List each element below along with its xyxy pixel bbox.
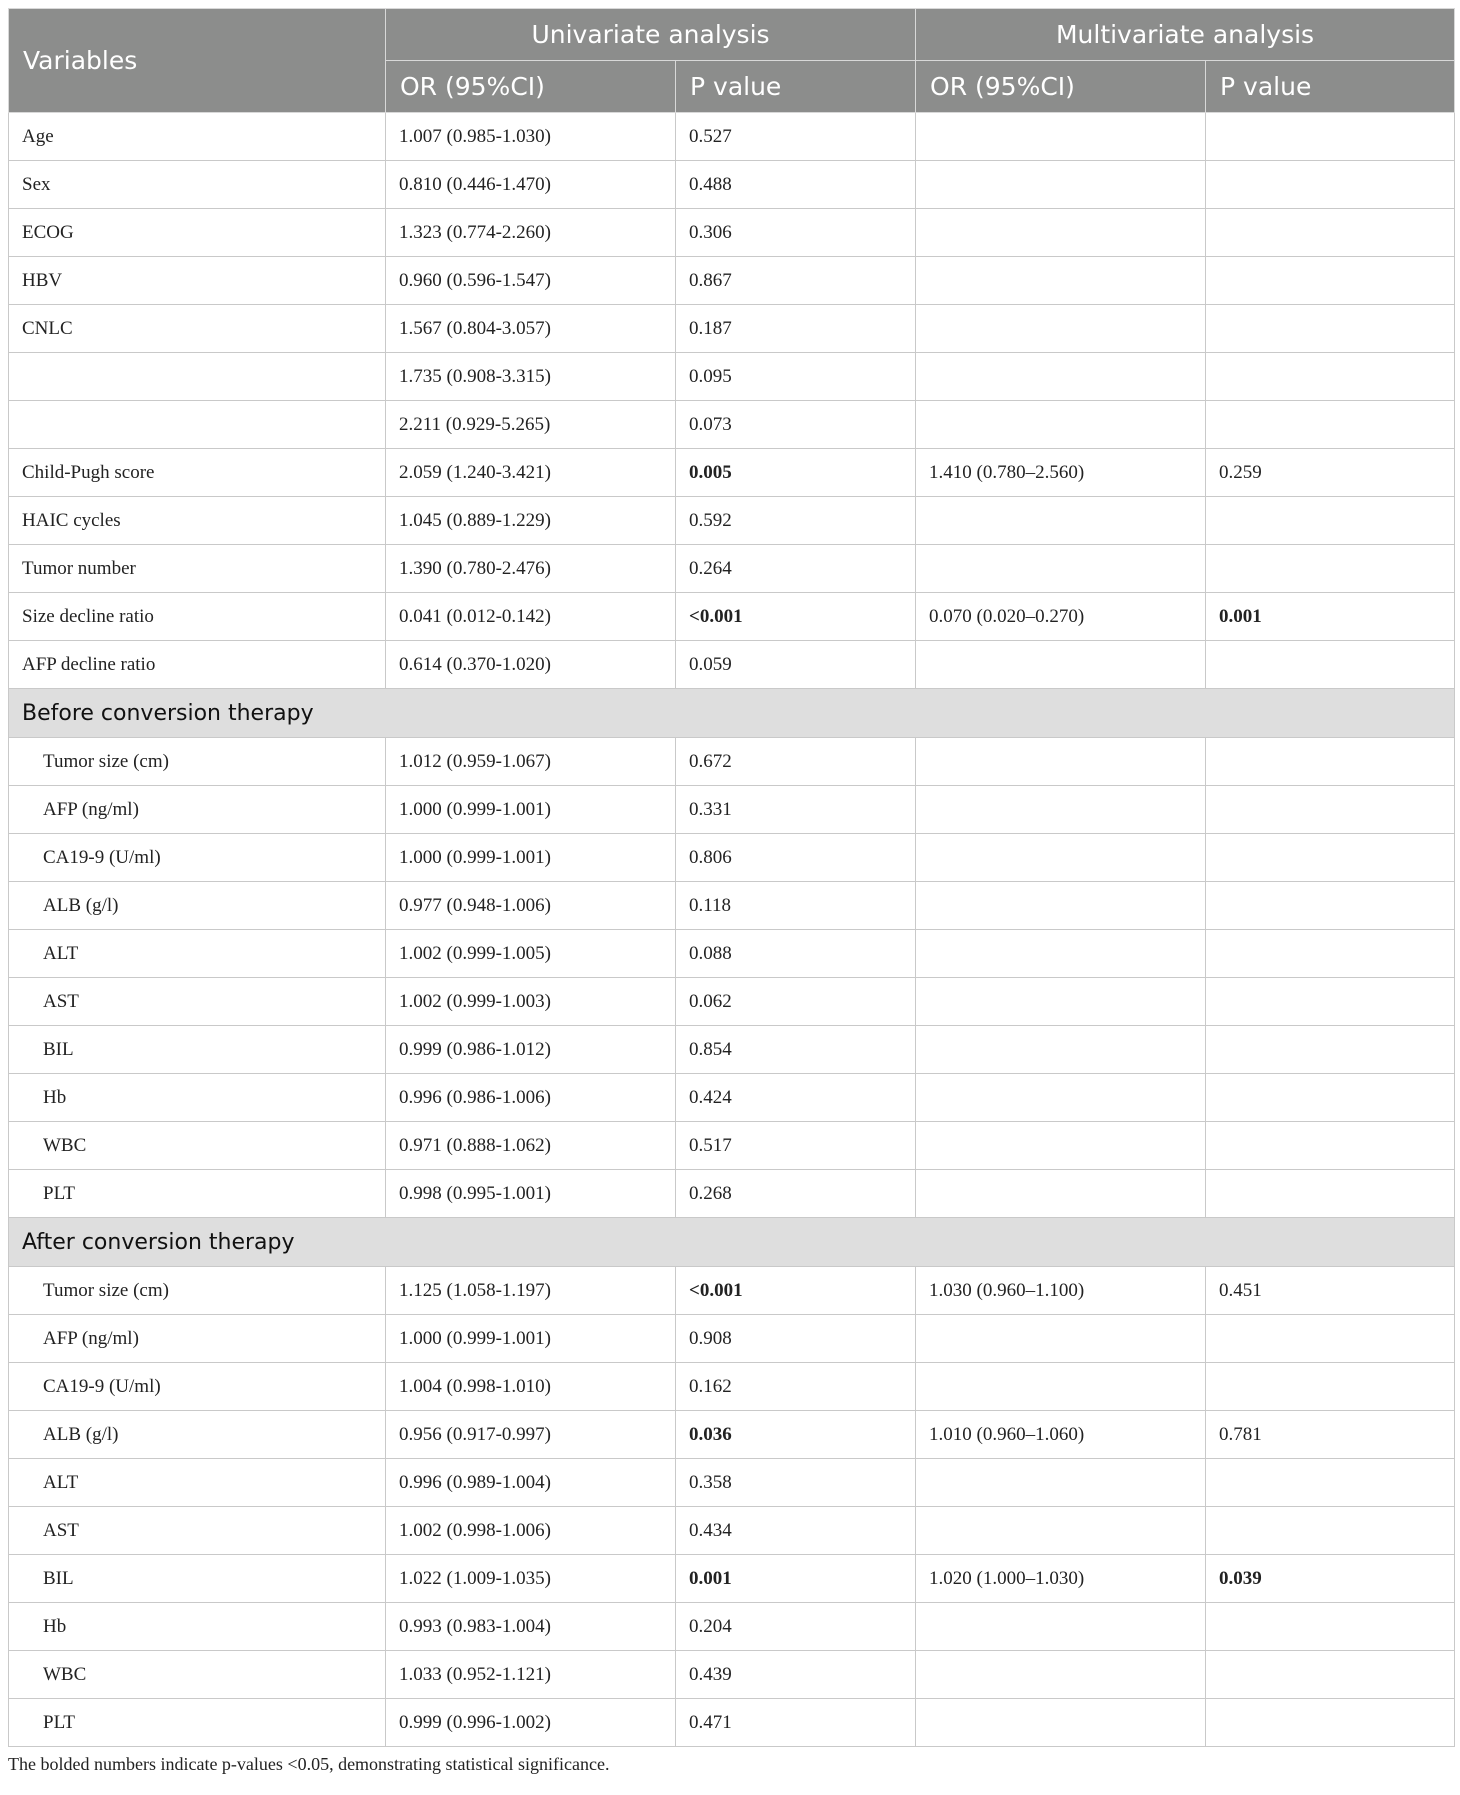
variable-cell: CA19-9 (U/ml): [9, 1363, 386, 1411]
multi-p-cell: [1206, 738, 1455, 786]
section-after-conversion: [9, 1218, 1455, 1267]
table-row: [9, 786, 1455, 834]
multi-or-cell: [916, 545, 1206, 593]
multi-or-cell: 1.010 (0.960–1.060): [916, 1411, 1206, 1459]
multi-p-cell: [1206, 1074, 1455, 1122]
table-row: [9, 1411, 1455, 1459]
uni-or-cell: 0.956 (0.917-0.997): [386, 1411, 676, 1459]
table-row: [9, 305, 1455, 353]
uni-p-cell: 0.527: [676, 113, 916, 161]
table-row: [9, 1363, 1455, 1411]
variable-cell: WBC: [9, 1122, 386, 1170]
table-row: [9, 113, 1455, 161]
uni-or-cell: 0.996 (0.989-1.004): [386, 1459, 676, 1507]
uni-or-cell: 0.041 (0.012-0.142): [386, 593, 676, 641]
multi-p-cell: [1206, 834, 1455, 882]
multi-p-cell: [1206, 545, 1455, 593]
multi-p-cell: [1206, 209, 1455, 257]
variable-cell: Sex: [9, 161, 386, 209]
uni-p-cell: 0.088: [676, 930, 916, 978]
variable-cell: Tumor size (cm): [9, 1267, 386, 1315]
multi-p-cell: [1206, 113, 1455, 161]
multi-p-cell: 0.781: [1206, 1411, 1455, 1459]
table-row: [9, 1122, 1455, 1170]
header-univariate: Univariate analysis: [386, 9, 916, 61]
header-multi-or: OR (95%CI): [916, 61, 1206, 113]
multi-or-cell: [916, 497, 1206, 545]
variable-cell: [9, 353, 386, 401]
uni-or-cell: 1.002 (0.999-1.005): [386, 930, 676, 978]
table-row: [9, 738, 1455, 786]
uni-p-cell: 0.118: [676, 882, 916, 930]
table-row: [9, 1459, 1455, 1507]
multi-or-cell: [916, 1074, 1206, 1122]
uni-or-cell: 0.810 (0.446-1.470): [386, 161, 676, 209]
regression-table: [8, 8, 1455, 1747]
table-row: [9, 1315, 1455, 1363]
uni-p-cell: [676, 1555, 916, 1603]
footnote: The bolded numbers indicate p-values <0.05, demonstrating statistical significance.: [8, 1754, 610, 1774]
table-row: [9, 930, 1455, 978]
uni-or-cell: 0.996 (0.986-1.006): [386, 1074, 676, 1122]
uni-or-cell: 0.998 (0.995-1.001): [386, 1170, 676, 1218]
table-row: [9, 1699, 1455, 1747]
multi-or-cell: [916, 738, 1206, 786]
table-row: [9, 1603, 1455, 1651]
section-after-conversion-title: After conversion therapy: [9, 1218, 1455, 1267]
multi-p-cell-bold: 0.001: [1219, 605, 1262, 627]
multi-p-cell: [1206, 1603, 1455, 1651]
multi-or-cell: [916, 786, 1206, 834]
table-row: [9, 209, 1455, 257]
uni-or-cell: 1.012 (0.959-1.067): [386, 738, 676, 786]
section-before-conversion-title: Before conversion therapy: [9, 689, 1455, 738]
multi-or-cell: [916, 1651, 1206, 1699]
multi-or-cell: 1.410 (0.780–2.560): [916, 449, 1206, 497]
multi-or-cell: [916, 161, 1206, 209]
variable-cell: AFP (ng/ml): [9, 786, 386, 834]
uni-p-cell: 0.358: [676, 1459, 916, 1507]
table-row: [9, 834, 1455, 882]
table-row: [9, 401, 1455, 449]
multi-p-cell: [1206, 1122, 1455, 1170]
uni-p-cell: 0.187: [676, 305, 916, 353]
uni-p-cell-bold: 0.005: [689, 461, 732, 483]
multi-or-cell: [916, 1122, 1206, 1170]
multi-or-cell: [916, 834, 1206, 882]
table-row: [9, 1170, 1455, 1218]
header-uni-p: P value: [676, 61, 916, 113]
variable-cell: Tumor number: [9, 545, 386, 593]
variable-cell: Hb: [9, 1603, 386, 1651]
uni-p-cell: 0.162: [676, 1363, 916, 1411]
multi-or-cell: 1.020 (1.000–1.030): [916, 1555, 1206, 1603]
variable-cell: AFP (ng/ml): [9, 1315, 386, 1363]
header-multi-p: P value: [1206, 61, 1455, 113]
multi-or-cell: 0.070 (0.020–0.270): [916, 593, 1206, 641]
uni-or-cell: 0.614 (0.370-1.020): [386, 641, 676, 689]
uni-or-cell: 1.000 (0.999-1.001): [386, 786, 676, 834]
uni-p-cell: 0.434: [676, 1507, 916, 1555]
multi-p-cell: [1206, 257, 1455, 305]
variable-cell: ECOG: [9, 209, 386, 257]
variable-cell: BIL: [9, 1026, 386, 1074]
multi-p-cell: [1206, 401, 1455, 449]
table-row: [9, 882, 1455, 930]
multi-or-cell: [916, 209, 1206, 257]
uni-p-cell-bold: 0.036: [689, 1423, 732, 1445]
uni-or-cell: 1.323 (0.774-2.260): [386, 209, 676, 257]
variable-cell: ALB (g/l): [9, 882, 386, 930]
multi-or-cell: [916, 113, 1206, 161]
variable-cell: ALB (g/l): [9, 1411, 386, 1459]
multi-or-cell: [916, 1363, 1206, 1411]
multi-p-cell: [1206, 161, 1455, 209]
uni-or-cell: 0.971 (0.888-1.062): [386, 1122, 676, 1170]
uni-p-cell: 0.059: [676, 641, 916, 689]
multi-p-cell: 0.259: [1206, 449, 1455, 497]
table-row: [9, 449, 1455, 497]
multi-p-cell: [1206, 1651, 1455, 1699]
multi-or-cell: [916, 353, 1206, 401]
uni-p-cell: 0.424: [676, 1074, 916, 1122]
multi-or-cell: [916, 882, 1206, 930]
variable-cell: CNLC: [9, 305, 386, 353]
uni-p-cell: 0.592: [676, 497, 916, 545]
variable-cell: Hb: [9, 1074, 386, 1122]
variable-cell: AFP decline ratio: [9, 641, 386, 689]
table-row: [9, 257, 1455, 305]
uni-or-cell: 1.007 (0.985-1.030): [386, 113, 676, 161]
table-row: [9, 1507, 1455, 1555]
section-before-conversion: [9, 689, 1455, 738]
uni-or-cell: 0.999 (0.986-1.012): [386, 1026, 676, 1074]
uni-p-cell: 0.062: [676, 978, 916, 1026]
header-uni-or: OR (95%CI): [386, 61, 676, 113]
variable-cell: Age: [9, 113, 386, 161]
uni-or-cell: 1.033 (0.952-1.121): [386, 1651, 676, 1699]
variable-cell: CA19-9 (U/ml): [9, 834, 386, 882]
uni-or-cell: 1.000 (0.999-1.001): [386, 1315, 676, 1363]
table-row: [9, 161, 1455, 209]
uni-or-cell: 0.977 (0.948-1.006): [386, 882, 676, 930]
multi-or-cell: [916, 401, 1206, 449]
multi-or-cell: [916, 1603, 1206, 1651]
multi-or-cell: [916, 1170, 1206, 1218]
uni-or-cell: 1.390 (0.780-2.476): [386, 545, 676, 593]
multi-p-cell: [1206, 786, 1455, 834]
uni-or-cell: 1.004 (0.998-1.010): [386, 1363, 676, 1411]
uni-p-cell: [676, 593, 916, 641]
variable-cell: BIL: [9, 1555, 386, 1603]
multi-p-cell: [1206, 1699, 1455, 1747]
multi-p-cell: 0.451: [1206, 1267, 1455, 1315]
variable-cell: Tumor size (cm): [9, 738, 386, 786]
multi-p-cell: [1206, 353, 1455, 401]
header-variables: Variables: [9, 9, 386, 113]
table-row: [9, 1026, 1455, 1074]
multi-p-cell-bold: 0.039: [1219, 1567, 1262, 1589]
variable-cell: AST: [9, 1507, 386, 1555]
table-row: [9, 1651, 1455, 1699]
table-row: [9, 1074, 1455, 1122]
uni-p-cell: 0.854: [676, 1026, 916, 1074]
multi-or-cell: [916, 305, 1206, 353]
multi-p-cell: [1206, 1555, 1455, 1603]
multi-or-cell: 1.030 (0.960–1.100): [916, 1267, 1206, 1315]
uni-p-cell-bold: <0.001: [689, 605, 743, 627]
header-multivariate: Multivariate analysis: [916, 9, 1455, 61]
multi-or-cell: [916, 641, 1206, 689]
variable-cell: ALT: [9, 930, 386, 978]
uni-p-cell: 0.908: [676, 1315, 916, 1363]
multi-p-cell: [1206, 305, 1455, 353]
uni-p-cell: 0.073: [676, 401, 916, 449]
variable-cell: PLT: [9, 1170, 386, 1218]
uni-or-cell: 1.567 (0.804-3.057): [386, 305, 676, 353]
multi-p-cell: [1206, 1026, 1455, 1074]
table-row: [9, 545, 1455, 593]
variable-cell: AST: [9, 978, 386, 1026]
uni-or-cell: 0.999 (0.996-1.002): [386, 1699, 676, 1747]
uni-p-cell: 0.306: [676, 209, 916, 257]
variable-cell: ALT: [9, 1459, 386, 1507]
uni-p-cell: 0.672: [676, 738, 916, 786]
uni-p-cell-bold: 0.001: [689, 1567, 732, 1589]
uni-or-cell: 1.002 (0.998-1.006): [386, 1507, 676, 1555]
uni-p-cell: [676, 449, 916, 497]
multi-or-cell: [916, 1699, 1206, 1747]
uni-or-cell: 1.002 (0.999-1.003): [386, 978, 676, 1026]
uni-or-cell: 1.022 (1.009-1.035): [386, 1555, 676, 1603]
table-body: [9, 113, 1455, 1747]
table-row: [9, 593, 1455, 641]
multi-p-cell: [1206, 1170, 1455, 1218]
variable-cell: HAIC cycles: [9, 497, 386, 545]
multi-or-cell: [916, 1315, 1206, 1363]
variable-cell: HBV: [9, 257, 386, 305]
table-row: [9, 978, 1455, 1026]
table-header: [9, 9, 1455, 113]
multi-or-cell: [916, 1026, 1206, 1074]
uni-p-cell: [676, 1267, 916, 1315]
uni-or-cell: 1.000 (0.999-1.001): [386, 834, 676, 882]
variable-cell: [9, 401, 386, 449]
uni-or-cell: 0.960 (0.596-1.547): [386, 257, 676, 305]
multi-p-cell: [1206, 593, 1455, 641]
uni-p-cell: 0.471: [676, 1699, 916, 1747]
uni-p-cell: 0.204: [676, 1603, 916, 1651]
multi-or-cell: [916, 930, 1206, 978]
multi-p-cell: [1206, 1363, 1455, 1411]
uni-p-cell: 0.806: [676, 834, 916, 882]
uni-p-cell: 0.264: [676, 545, 916, 593]
uni-or-cell: 2.211 (0.929-5.265): [386, 401, 676, 449]
multi-p-cell: [1206, 497, 1455, 545]
variable-cell: PLT: [9, 1699, 386, 1747]
multi-p-cell: [1206, 1507, 1455, 1555]
uni-p-cell: 0.268: [676, 1170, 916, 1218]
uni-p-cell-bold: <0.001: [689, 1279, 743, 1301]
uni-or-cell: 2.059 (1.240-3.421): [386, 449, 676, 497]
variable-cell: WBC: [9, 1651, 386, 1699]
table-row: [9, 1267, 1455, 1315]
multi-p-cell: [1206, 882, 1455, 930]
uni-p-cell: [676, 1411, 916, 1459]
uni-p-cell: 0.095: [676, 353, 916, 401]
table-row: [9, 353, 1455, 401]
multi-p-cell: [1206, 1315, 1455, 1363]
variable-cell: Child-Pugh score: [9, 449, 386, 497]
uni-or-cell: 1.735 (0.908-3.315): [386, 353, 676, 401]
multi-or-cell: [916, 257, 1206, 305]
multi-p-cell: [1206, 978, 1455, 1026]
multi-or-cell: [916, 1507, 1206, 1555]
multi-p-cell: [1206, 930, 1455, 978]
uni-or-cell: 1.125 (1.058-1.197): [386, 1267, 676, 1315]
uni-or-cell: 0.993 (0.983-1.004): [386, 1603, 676, 1651]
table-row: [9, 1555, 1455, 1603]
multi-or-cell: [916, 1459, 1206, 1507]
table-row: [9, 641, 1455, 689]
uni-p-cell: 0.439: [676, 1651, 916, 1699]
table-row: [9, 497, 1455, 545]
multi-p-cell: [1206, 641, 1455, 689]
uni-or-cell: 1.045 (0.889-1.229): [386, 497, 676, 545]
uni-p-cell: 0.867: [676, 257, 916, 305]
multi-p-cell: [1206, 1459, 1455, 1507]
variable-cell: Size decline ratio: [9, 593, 386, 641]
table-container: [8, 8, 1454, 1775]
uni-p-cell: 0.488: [676, 161, 916, 209]
multi-or-cell: [916, 978, 1206, 1026]
uni-p-cell: 0.517: [676, 1122, 916, 1170]
uni-p-cell: 0.331: [676, 786, 916, 834]
